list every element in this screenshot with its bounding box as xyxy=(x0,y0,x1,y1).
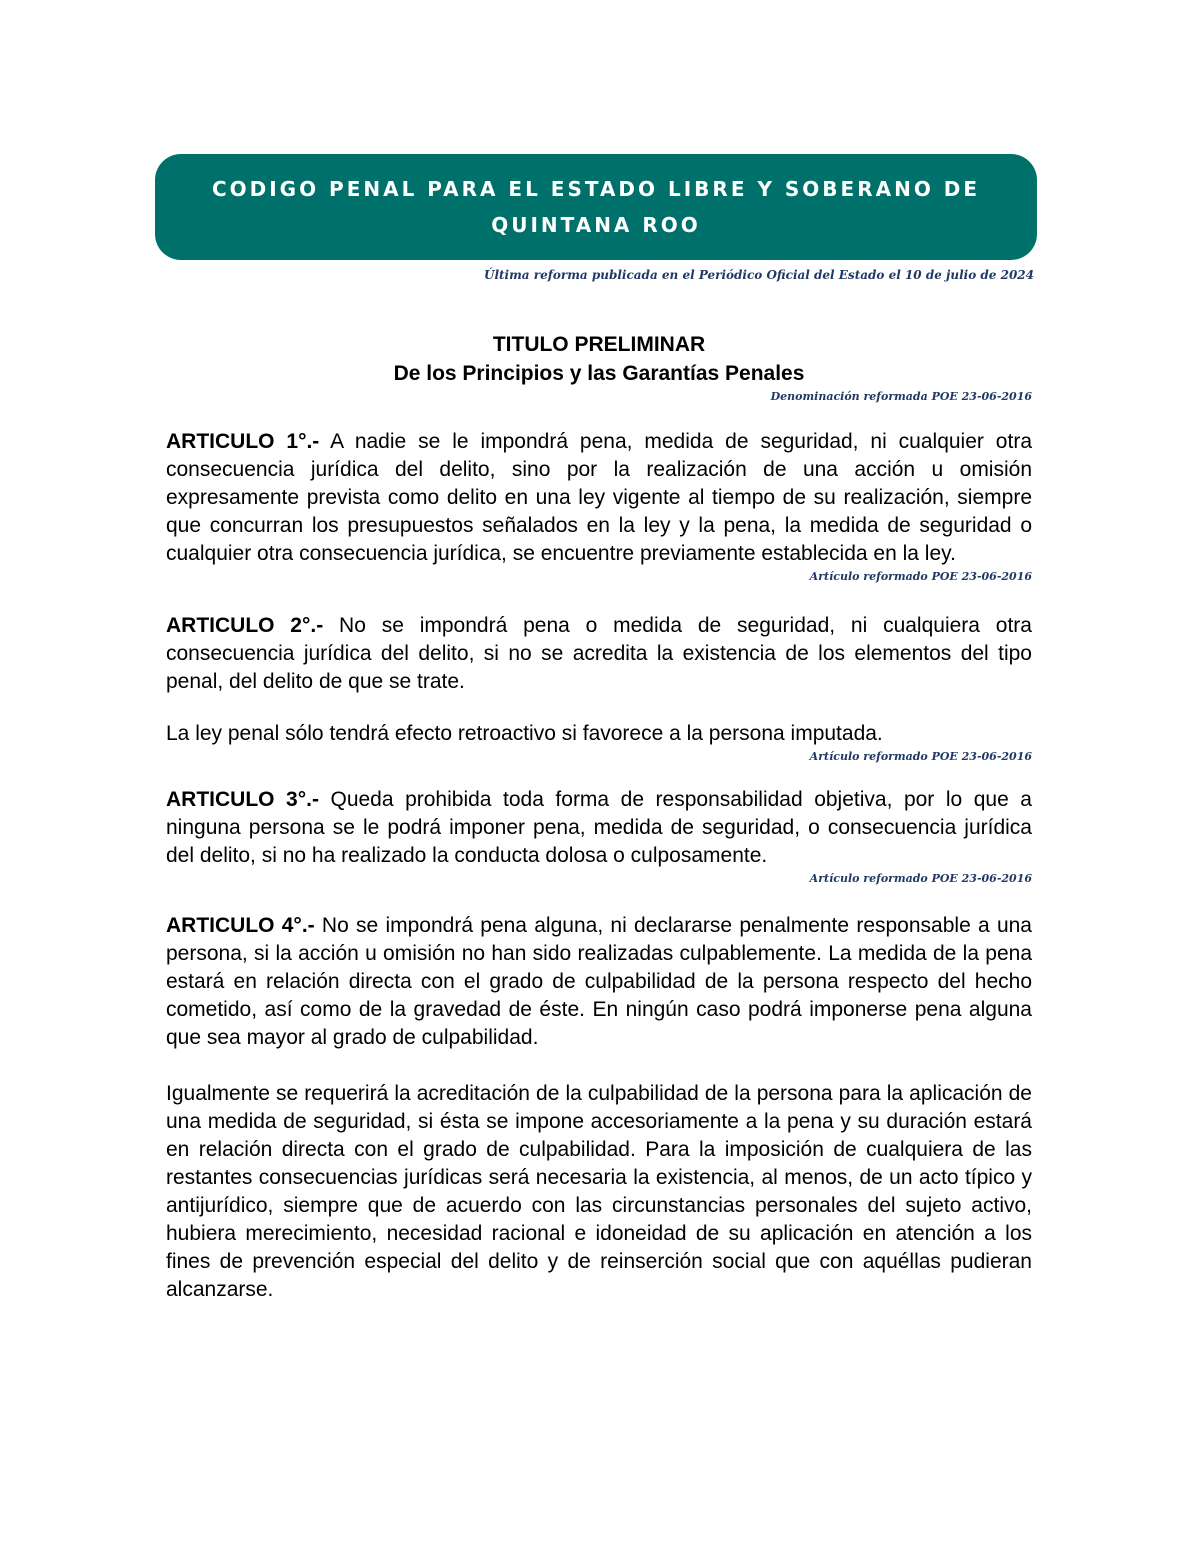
section-subtitle: De los Principios y las Garantías Penales xyxy=(393,362,805,385)
article-1-paragraph-1 xyxy=(166,428,1032,568)
article-3-reform-note: Artículo reformado POE 23-06-2016 xyxy=(809,872,1032,885)
article-2-text: No se impondrá pena o medida de seguridad, ni cualquiera otra consecuencia jurídica del delito, si no se acredita la existencia de los elementos del tipo penal, del delito de que se trate. xyxy=(166,614,1032,693)
article-3-text: Queda prohibida toda forma de responsabilidad objetiva, por lo que a ninguna persona se le podrá imponer pena, medida de seguridad, o consecuencia jurídica del delito, si no ha realizado la conducta dolosa o culposamente. xyxy=(166,788,1032,867)
article-1-reform-note: Artículo reformado POE 23-06-2016 xyxy=(809,570,1032,583)
article-2-reform-note: Artículo reformado POE 23-06-2016 xyxy=(809,750,1032,763)
article-3-paragraph-1 xyxy=(166,786,1032,870)
document-body xyxy=(166,330,1032,1304)
article-2-paragraph-1 xyxy=(166,612,1032,696)
article-4-paragraph-2: Igualmente se requerirá la acreditación de la culpabilidad de la persona para la aplicación de una medida de seguridad, si ésta se impone accesoriamente a la pena y su duración estará en relación directa con el grado de culpabilidad. Para la imposición de cualquiera de las restantes consecuencias jurídicas será necesaria la existencia, al menos, de un acto típico y antijurídico, siempre que de acuerdo con las circunstancias personales del sujeto activo, hubiera merecimiento, necesidad racional e idoneidad de su aplicación en atención a los fines de prevención especial del delito y de reinserción social que con aquéllas pudieran alcanzarse. xyxy=(166,1082,1032,1301)
article-2-paragraph-2: La ley penal sólo tendrá efecto retroactivo si favorece a la persona imputada. xyxy=(166,722,883,745)
article-4-text: No se impondrá pena alguna, ni declararse penalmente responsable a una persona, si la acción u omisión no han sido realizadas culpablemente. La medida de la pena estará en relación directa con el grado de culpabilidad de la persona respecto del hecho cometido, así como de la gravedad de éste. En ningún caso podrá imponerse pena alguna que sea mayor al grado de culpabilidad. xyxy=(166,914,1032,1049)
article-4 xyxy=(166,912,1032,1304)
article-4-label: ARTICULO 4°.- xyxy=(166,914,315,937)
section-reform-note: Denominación reformada POE 23-06-2016 xyxy=(770,390,1032,403)
article-3-label: ARTICULO 3°.- xyxy=(166,788,319,811)
article-2-label: ARTICULO 2°.- xyxy=(166,614,324,637)
article-4-paragraph-1 xyxy=(166,912,1032,1052)
article-1 xyxy=(166,428,1032,586)
document-title: CODIGO PENAL PARA EL ESTADO LIBRE Y SOBERANO DE QUINTANA ROO xyxy=(211,177,981,237)
section-title: TITULO PRELIMINAR xyxy=(492,333,706,356)
article-1-text: A nadie se le impondrá pena, medida de seguridad, ni cualquier otra consecuencia jurídica del delito, sino por la realización de una acción u omisión expresamente prevista como delito en una ley vigente al tiempo de su realización, siempre que concurran los presupuestos señalados en la ley y la pena, la medida de seguridad o cualquier otra consecuencia jurídica, se encuentre previamente establecida en la ley. xyxy=(166,430,1032,565)
article-3 xyxy=(166,786,1032,888)
article-2 xyxy=(166,612,1032,766)
title-banner xyxy=(155,154,1037,260)
article-1-label: ARTICULO 1°.- xyxy=(166,430,320,453)
last-reform-note: Última reforma publicada en el Periódico Oficial del Estado el 10 de julio de 2024 xyxy=(483,268,1034,282)
